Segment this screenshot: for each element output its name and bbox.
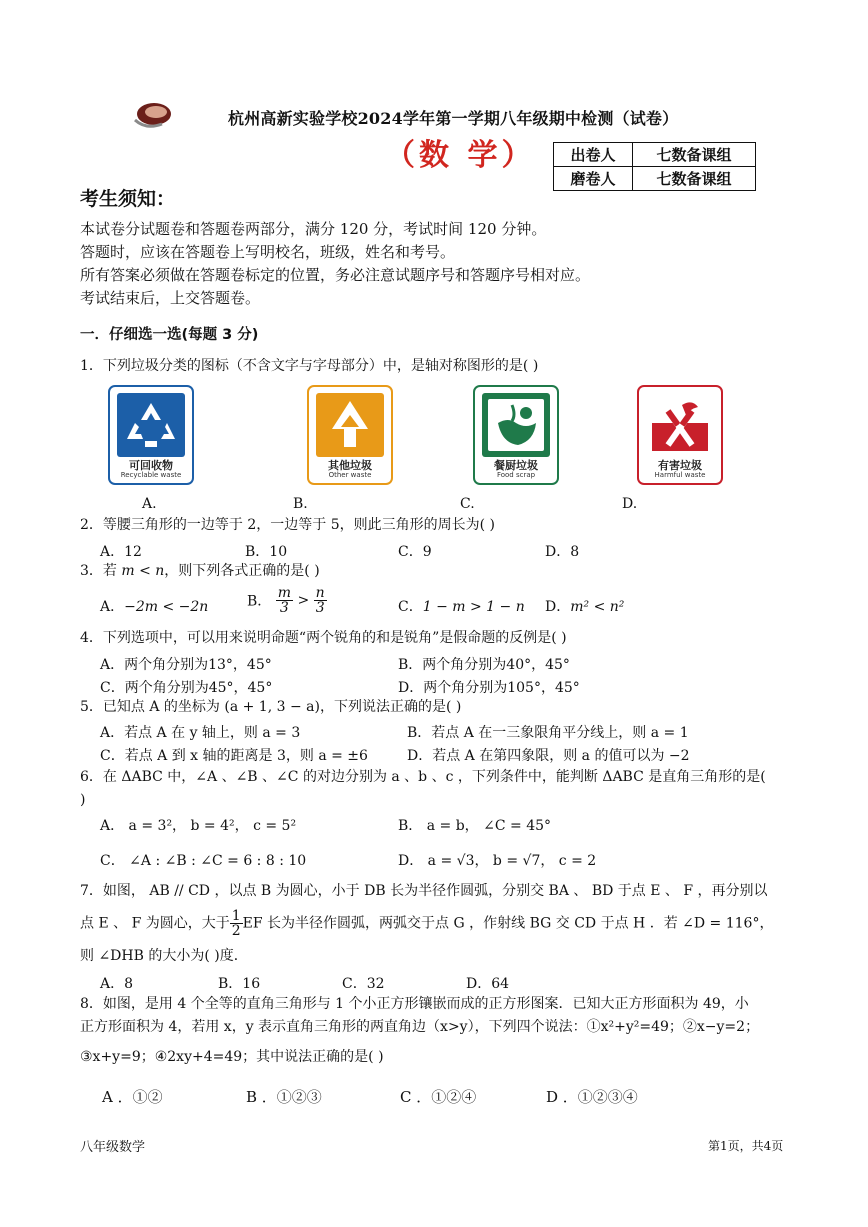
author-name: 七数备课组: [633, 143, 756, 167]
notice-line: 答题时，应该在答题卷上写明校名，班级，姓名和考号。: [80, 243, 456, 261]
footer-subject: 八年级数学: [80, 1140, 146, 1155]
question-7-line1: 7．如图， AB // CD ，以点 B 为圆心，小于 DB 长为半径作圆弧，分别交 BA 、 BD 于点 E 、 F ，再分别以: [80, 883, 768, 899]
notice-line: 考试结束后，上交答题卷。: [80, 289, 261, 307]
recyclable-bin: [108, 385, 194, 485]
option-d: D．64: [466, 976, 510, 992]
option-c: C．32: [342, 976, 385, 992]
question-3-stem: [80, 560, 320, 582]
option-b: B ．①②③: [246, 1088, 322, 1106]
option-letter: D．: [545, 599, 571, 615]
question-8-line3: ③x+y=9；④2xy+4=49；其中说法正确的是( ): [80, 1049, 384, 1065]
fraction: [230, 909, 243, 938]
option-a: A．两个角分别为13°，45°: [100, 657, 272, 673]
denominator: 2: [231, 923, 241, 939]
fraction: [276, 586, 293, 615]
stem-text: 3．若: [80, 563, 122, 579]
authors-table: [553, 142, 756, 191]
author-name: 七数备课组: [633, 167, 756, 191]
option-d: D．8: [545, 544, 580, 560]
denominator: 3: [279, 600, 289, 616]
question-7-line3: 则 ∠DHB 的大小为( )度．: [80, 948, 248, 964]
option-a: A． a = 3²， b = 4²， c = 5²: [100, 818, 297, 834]
option-d: D．若点 A 在第四象限，则 a 的值可以为 −2: [407, 748, 690, 764]
school-logo-icon: [132, 100, 172, 130]
author-row: [554, 143, 756, 167]
question-6-stem-cont: ): [80, 792, 86, 808]
author-role: 出卷人: [554, 143, 633, 167]
option-b: B． a = b， ∠C = 45°: [398, 818, 552, 834]
question-2-stem: 2．等腰三角形的一边等于 2，一边等于 5，则此三角形的周长为( ): [80, 517, 495, 533]
notice-line: 本试卷分试题卷和答题卷两部分，满分 120 分，考试时间 120 分钟。: [80, 220, 547, 238]
option-d: D ．①②③④: [546, 1088, 638, 1106]
option-math: −2m < −2n: [124, 599, 209, 615]
option-c: C．两个角分别为45°，45°: [100, 680, 273, 696]
subject-title: （数 学）: [385, 138, 536, 173]
bin-label-en: Harmful waste: [654, 471, 706, 479]
notice-body: [80, 218, 800, 310]
option-a: A ．①②: [102, 1088, 163, 1106]
harmful-waste-bin: [637, 385, 723, 485]
food-scrap-icon: [482, 393, 550, 457]
option-b: [247, 586, 327, 615]
option-a: A．若点 A 在 y 轴上，则 a = 3: [100, 725, 301, 741]
option-b: B．16: [218, 976, 261, 992]
option-letter: B．: [247, 593, 272, 610]
bin-label-cn: 有害垃圾: [658, 459, 702, 472]
section-heading: 一．仔细选一选(每题 3 分): [80, 327, 259, 343]
other-waste-bin: [307, 385, 393, 485]
option-c: C． ∠A : ∠B : ∠C = 6 : 8 : 10: [100, 853, 307, 869]
bin-label-en: Recyclable waste: [120, 471, 182, 479]
question-6-stem: 6．在 ΔABC 中，∠A 、∠B 、∠C 的对边分别为 a 、b 、c ，下列条件中，能判断 ΔABC 是直角三角形的是(: [80, 769, 766, 785]
option-a: A.: [142, 496, 157, 512]
option-a: A．8: [100, 976, 134, 992]
bin-label-cn: 可回收物: [129, 459, 173, 472]
exam-title: 杭州高新实验学校2024学年第一学期八年级期中检测（试卷）: [228, 109, 679, 128]
question-8-line2: 正方形面积为 4，若用 x，y 表示直角三角形的两直角边（x>y），下列四个说法：①x²+y²=49；②x−y=2；: [80, 1019, 760, 1035]
option-math: m² < n²: [570, 599, 625, 615]
question-1-stem: 1．下列垃圾分类的图标（不含文字与字母部分）中，是轴对称图形的是( ): [80, 358, 539, 374]
fraction: [314, 586, 327, 615]
stem-text: ，则下列各式正确的是( ): [164, 563, 320, 579]
footer-page-number: 第1页，共4页: [708, 1139, 784, 1153]
question-7-line2: [80, 909, 773, 938]
notice-heading: 考生须知：: [80, 188, 176, 210]
option-b: B．若点 A 在一三象限角平分线上，则 a = 1: [407, 725, 689, 741]
other-waste-icon: [316, 393, 384, 457]
option-a: A．12: [100, 544, 142, 560]
option-a: [100, 596, 208, 616]
recycle-icon: [117, 393, 185, 457]
option-d: [545, 596, 624, 616]
option-c: [398, 596, 525, 616]
food-scrap-bin: [473, 385, 559, 485]
stem-math: m < n: [121, 563, 165, 579]
bin-label-cn: 餐厨垃圾: [494, 459, 538, 472]
option-b: B.: [293, 496, 308, 512]
option-c: C．9: [398, 544, 432, 560]
bin-label-cn: 其他垃圾: [328, 459, 372, 472]
numerator: m: [277, 585, 292, 601]
option-b: B．两个角分别为40°，45°: [398, 657, 570, 673]
option-d: D． a = √3， b = √7， c = 2: [398, 853, 597, 869]
option-letter: A．: [100, 599, 125, 615]
denominator: 3: [315, 600, 325, 616]
author-role: 磨卷人: [554, 167, 633, 191]
numerator: 1: [231, 908, 241, 924]
option-d: D．两个角分别为105°，45°: [398, 680, 580, 696]
bin-label-en: Food scrap: [496, 471, 536, 479]
author-row: [554, 167, 756, 191]
option-c: C.: [460, 496, 475, 512]
question-8-line1: 8．如图，是用 4 个全等的直角三角形与 1 个小正方形镶嵌而成的正方形图案．已知大正方形面积为 49，小: [80, 996, 749, 1012]
option-d: D.: [622, 496, 638, 512]
operator: >: [297, 592, 310, 609]
notice-line: 所有答案必须做在答题卷标定的位置，务必注意试题序号和答题序号相对应。: [80, 266, 591, 284]
option-c: C ．①②④: [400, 1088, 477, 1106]
option-math: 1 − m > 1 − n: [422, 599, 525, 615]
question-5-stem: 5．已知点 A 的坐标为 (a + 1, 3 − a)，下列说法正确的是( ): [80, 699, 462, 715]
option-b: B．10: [245, 544, 288, 560]
option-letter: C．: [398, 599, 423, 615]
bin-label-en: Other waste: [328, 471, 372, 479]
stem-text: 点 E 、 F 为圆心，大于: [80, 915, 230, 932]
numerator: n: [315, 585, 325, 601]
question-4-stem: 4．下列选项中，可以用来说明命题“两个锐角的和是锐角”是假命题的反例是( ): [80, 630, 567, 646]
stem-text: EF 长为半径作圆弧，两弧交于点 G ，作射线 BG 交 CD 于点 H ．若 ∠D = 116°，: [242, 915, 774, 932]
option-c: C．若点 A 到 x 轴的距离是 3，则 a = ±6: [100, 748, 368, 764]
harmful-waste-icon: [646, 393, 714, 457]
